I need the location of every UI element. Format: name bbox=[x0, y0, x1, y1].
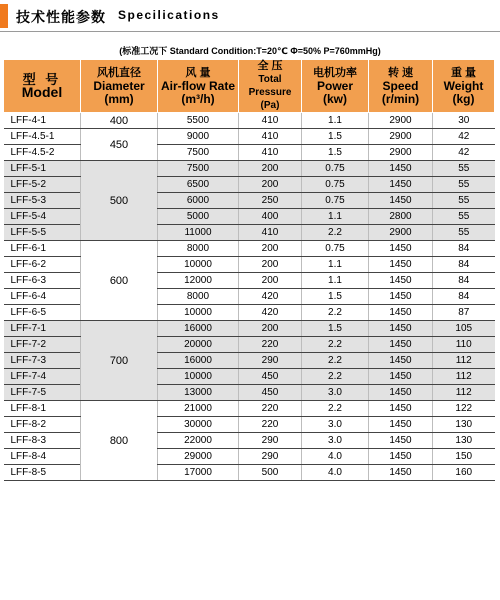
cell-airflow: 20000 bbox=[158, 337, 239, 353]
header-airflow bbox=[158, 60, 239, 113]
cell-weight: 55 bbox=[433, 209, 495, 225]
cell-airflow: 5000 bbox=[158, 209, 239, 225]
cell-model: LFF-6-2 bbox=[4, 257, 81, 273]
cell-pressure: 290 bbox=[239, 449, 302, 465]
cell-airflow: 22000 bbox=[158, 433, 239, 449]
table-row bbox=[4, 145, 495, 161]
cell-model: LFF-4.5-2 bbox=[4, 145, 81, 161]
header-speed-en: Speed bbox=[382, 78, 419, 93]
cell-weight: 42 bbox=[433, 129, 495, 145]
cell-speed: 1450 bbox=[369, 465, 433, 481]
table-row bbox=[4, 401, 495, 417]
cell-speed: 2900 bbox=[369, 145, 433, 161]
cell-speed: 2800 bbox=[369, 209, 433, 225]
header-airflow-en: Air-flow Rate bbox=[160, 78, 235, 93]
table-row bbox=[4, 257, 495, 273]
cell-model: LFF-7-5 bbox=[4, 385, 81, 401]
cell-airflow: 9000 bbox=[158, 129, 239, 145]
header-pressure-en: Total Pressure bbox=[248, 74, 292, 98]
header-model bbox=[4, 60, 81, 113]
cell-weight: 84 bbox=[433, 241, 495, 257]
cell-airflow: 11000 bbox=[158, 225, 239, 241]
cell-weight: 130 bbox=[433, 417, 495, 433]
cell-power: 1.5 bbox=[302, 321, 369, 337]
header-model-en: Model bbox=[21, 84, 63, 100]
table-row bbox=[4, 449, 495, 465]
table-row bbox=[4, 113, 495, 129]
header-power-en: Power bbox=[316, 78, 353, 93]
cell-power: 2.2 bbox=[302, 369, 369, 385]
cell-speed: 1450 bbox=[369, 273, 433, 289]
cell-airflow: 7500 bbox=[158, 161, 239, 177]
cell-weight: 112 bbox=[433, 369, 495, 385]
table-row bbox=[4, 177, 495, 193]
cell-pressure: 200 bbox=[239, 257, 302, 273]
cell-airflow: 16000 bbox=[158, 353, 239, 369]
page-title-en: Specilications bbox=[118, 8, 220, 22]
table-row bbox=[4, 337, 495, 353]
cell-pressure: 400 bbox=[239, 209, 302, 225]
cell-airflow: 21000 bbox=[158, 401, 239, 417]
cell-model: LFF-7-4 bbox=[4, 369, 81, 385]
cell-weight: 150 bbox=[433, 449, 495, 465]
table-row bbox=[4, 241, 495, 257]
cell-model: LFF-5-5 bbox=[4, 225, 81, 241]
cell-pressure: 420 bbox=[239, 289, 302, 305]
cell-power: 1.1 bbox=[302, 113, 369, 129]
cell-model: LFF-5-1 bbox=[4, 161, 81, 177]
cell-model: LFF-8-1 bbox=[4, 401, 81, 417]
header-weight bbox=[433, 60, 495, 113]
cell-airflow: 13000 bbox=[158, 385, 239, 401]
cell-airflow: 5500 bbox=[158, 113, 239, 129]
cell-speed: 1450 bbox=[369, 401, 433, 417]
cell-speed: 1450 bbox=[369, 289, 433, 305]
cell-power: 0.75 bbox=[302, 241, 369, 257]
cell-speed: 1450 bbox=[369, 353, 433, 369]
cell-airflow: 6500 bbox=[158, 177, 239, 193]
table-row bbox=[4, 209, 495, 225]
cell-power: 1.1 bbox=[302, 257, 369, 273]
cell-speed: 1450 bbox=[369, 385, 433, 401]
cell-power: 2.2 bbox=[302, 401, 369, 417]
cell-model: LFF-8-3 bbox=[4, 433, 81, 449]
cell-airflow: 8000 bbox=[158, 289, 239, 305]
cell-weight: 30 bbox=[433, 113, 495, 129]
cell-model: LFF-4.5-1 bbox=[4, 129, 81, 145]
cell-speed: 2900 bbox=[369, 129, 433, 145]
cell-model: LFF-6-4 bbox=[4, 289, 81, 305]
header-weight-en: Weight bbox=[443, 78, 484, 93]
cell-speed: 1450 bbox=[369, 417, 433, 433]
cell-weight: 84 bbox=[433, 257, 495, 273]
cell-pressure: 410 bbox=[239, 145, 302, 161]
table-body bbox=[4, 113, 495, 481]
cell-speed: 1450 bbox=[369, 241, 433, 257]
cell-power: 2.2 bbox=[302, 353, 369, 369]
specifications-table bbox=[3, 59, 495, 481]
cell-model: LFF-5-4 bbox=[4, 209, 81, 225]
cell-airflow: 16000 bbox=[158, 321, 239, 337]
cell-pressure: 410 bbox=[239, 225, 302, 241]
cell-model: LFF-8-2 bbox=[4, 417, 81, 433]
cell-weight: 84 bbox=[433, 289, 495, 305]
cell-pressure: 420 bbox=[239, 305, 302, 321]
table-row bbox=[4, 129, 495, 145]
cell-pressure: 200 bbox=[239, 177, 302, 193]
cell-pressure: 200 bbox=[239, 321, 302, 337]
header-airflow-cn: 风 量 bbox=[185, 66, 211, 79]
cell-model: LFF-5-3 bbox=[4, 193, 81, 209]
table-header-row bbox=[4, 60, 495, 113]
table-row bbox=[4, 385, 495, 401]
cell-power: 1.1 bbox=[302, 273, 369, 289]
header-weight-cn: 重 量 bbox=[450, 66, 477, 79]
cell-power: 0.75 bbox=[302, 161, 369, 177]
cell-airflow: 6000 bbox=[158, 193, 239, 209]
cell-weight: 122 bbox=[433, 401, 495, 417]
cell-speed: 1450 bbox=[369, 161, 433, 177]
cell-power: 1.5 bbox=[302, 289, 369, 305]
cell-weight: 42 bbox=[433, 145, 495, 161]
cell-weight: 160 bbox=[433, 465, 495, 481]
cell-diameter: 500 bbox=[81, 161, 158, 241]
header-speed-unit: (r/min) bbox=[381, 91, 420, 106]
cell-speed: 1450 bbox=[369, 321, 433, 337]
cell-weight: 112 bbox=[433, 353, 495, 369]
cell-pressure: 250 bbox=[239, 193, 302, 209]
table-row bbox=[4, 353, 495, 369]
cell-airflow: 12000 bbox=[158, 273, 239, 289]
header-pressure-cn: 全 压 bbox=[257, 60, 283, 72]
header-diameter-unit: (mm) bbox=[104, 91, 134, 106]
title-bar bbox=[0, 0, 500, 33]
cell-airflow: 10000 bbox=[158, 257, 239, 273]
cell-pressure: 290 bbox=[239, 353, 302, 369]
cell-pressure: 200 bbox=[239, 273, 302, 289]
table-row bbox=[4, 225, 495, 241]
cell-weight: 55 bbox=[433, 161, 495, 177]
header-pressure bbox=[239, 60, 302, 113]
cell-weight: 110 bbox=[433, 337, 495, 353]
cell-weight: 87 bbox=[433, 305, 495, 321]
standard-condition-note: (标准工况下 Standard Condition:T=20℃ Φ=50% P=760mmHg) bbox=[119, 46, 381, 56]
cell-pressure: 200 bbox=[239, 161, 302, 177]
table-row bbox=[4, 369, 495, 385]
header-diameter-en: Diameter bbox=[93, 78, 145, 93]
cell-airflow: 29000 bbox=[158, 449, 239, 465]
header-pressure-unit: (Pa) bbox=[260, 100, 280, 111]
header-speed-cn: 转 速 bbox=[387, 66, 414, 79]
cell-model: LFF-6-1 bbox=[4, 241, 81, 257]
cell-power: 1.1 bbox=[302, 209, 369, 225]
cell-speed: 1450 bbox=[369, 193, 433, 209]
cell-airflow: 17000 bbox=[158, 465, 239, 481]
cell-diameter: 700 bbox=[81, 321, 158, 401]
cell-speed: 2900 bbox=[369, 113, 433, 129]
cell-speed: 1450 bbox=[369, 257, 433, 273]
cell-model: LFF-8-5 bbox=[4, 465, 81, 481]
title-accent-bar bbox=[0, 4, 8, 28]
cell-airflow: 10000 bbox=[158, 305, 239, 321]
cell-model: LFF-5-2 bbox=[4, 177, 81, 193]
cell-weight: 112 bbox=[433, 385, 495, 401]
cell-power: 4.0 bbox=[302, 449, 369, 465]
header-model-cn: 型 号 bbox=[22, 72, 62, 87]
cell-power: 0.75 bbox=[302, 193, 369, 209]
cell-speed: 1450 bbox=[369, 337, 433, 353]
cell-weight: 105 bbox=[433, 321, 495, 337]
cell-airflow: 7500 bbox=[158, 145, 239, 161]
header-power-unit: (kw) bbox=[323, 91, 347, 106]
cell-speed: 1450 bbox=[369, 369, 433, 385]
cell-speed: 2900 bbox=[369, 225, 433, 241]
header-power bbox=[302, 60, 369, 113]
table-row bbox=[4, 321, 495, 337]
cell-speed: 1450 bbox=[369, 305, 433, 321]
header-power-cn: 电机功率 bbox=[313, 66, 357, 79]
cell-power: 4.0 bbox=[302, 465, 369, 481]
cell-pressure: 200 bbox=[239, 241, 302, 257]
cell-pressure: 290 bbox=[239, 433, 302, 449]
cell-weight: 84 bbox=[433, 273, 495, 289]
cell-power: 3.0 bbox=[302, 385, 369, 401]
cell-power: 2.2 bbox=[302, 305, 369, 321]
header-diameter bbox=[81, 60, 158, 113]
cell-diameter: 600 bbox=[81, 241, 158, 321]
header-airflow-unit: (m³/h) bbox=[181, 91, 215, 106]
table-row bbox=[4, 289, 495, 305]
cell-pressure: 500 bbox=[239, 465, 302, 481]
cell-power: 3.0 bbox=[302, 433, 369, 449]
table-row bbox=[4, 417, 495, 433]
cell-pressure: 450 bbox=[239, 385, 302, 401]
cell-weight: 55 bbox=[433, 177, 495, 193]
cell-speed: 1450 bbox=[369, 449, 433, 465]
page-title-cn: 技术性能参数 bbox=[16, 9, 106, 25]
cell-model: LFF-4-1 bbox=[4, 113, 81, 129]
table-row bbox=[4, 193, 495, 209]
cell-model: LFF-7-1 bbox=[4, 321, 81, 337]
cell-power: 2.2 bbox=[302, 225, 369, 241]
cell-speed: 1450 bbox=[369, 177, 433, 193]
cell-pressure: 410 bbox=[239, 113, 302, 129]
table-row bbox=[4, 273, 495, 289]
cell-model: LFF-8-4 bbox=[4, 449, 81, 465]
table-row bbox=[4, 433, 495, 449]
cell-power: 2.2 bbox=[302, 337, 369, 353]
cell-pressure: 450 bbox=[239, 369, 302, 385]
cell-diameter: 450 bbox=[81, 129, 158, 161]
cell-diameter: 800 bbox=[81, 401, 158, 481]
cell-airflow: 10000 bbox=[158, 369, 239, 385]
cell-airflow: 8000 bbox=[158, 241, 239, 257]
cell-weight: 55 bbox=[433, 225, 495, 241]
table-row bbox=[4, 305, 495, 321]
cell-pressure: 220 bbox=[239, 337, 302, 353]
cell-power: 0.75 bbox=[302, 177, 369, 193]
cell-diameter: 400 bbox=[81, 113, 158, 129]
cell-power: 1.5 bbox=[302, 145, 369, 161]
cell-speed: 1450 bbox=[369, 433, 433, 449]
cell-power: 3.0 bbox=[302, 417, 369, 433]
cell-pressure: 220 bbox=[239, 401, 302, 417]
cell-pressure: 220 bbox=[239, 417, 302, 433]
title-divider bbox=[0, 31, 500, 32]
cell-model: LFF-6-5 bbox=[4, 305, 81, 321]
cell-airflow: 30000 bbox=[158, 417, 239, 433]
header-diameter-cn: 风机直径 bbox=[97, 66, 141, 79]
cell-model: LFF-6-3 bbox=[4, 273, 81, 289]
cell-model: LFF-7-2 bbox=[4, 337, 81, 353]
header-weight-unit: (kg) bbox=[452, 91, 475, 106]
cell-model: LFF-7-3 bbox=[4, 353, 81, 369]
header-speed bbox=[369, 60, 433, 113]
cell-pressure: 410 bbox=[239, 129, 302, 145]
cell-weight: 55 bbox=[433, 193, 495, 209]
table-row bbox=[4, 161, 495, 177]
cell-power: 1.5 bbox=[302, 129, 369, 145]
table-row bbox=[4, 465, 495, 481]
cell-weight: 130 bbox=[433, 433, 495, 449]
